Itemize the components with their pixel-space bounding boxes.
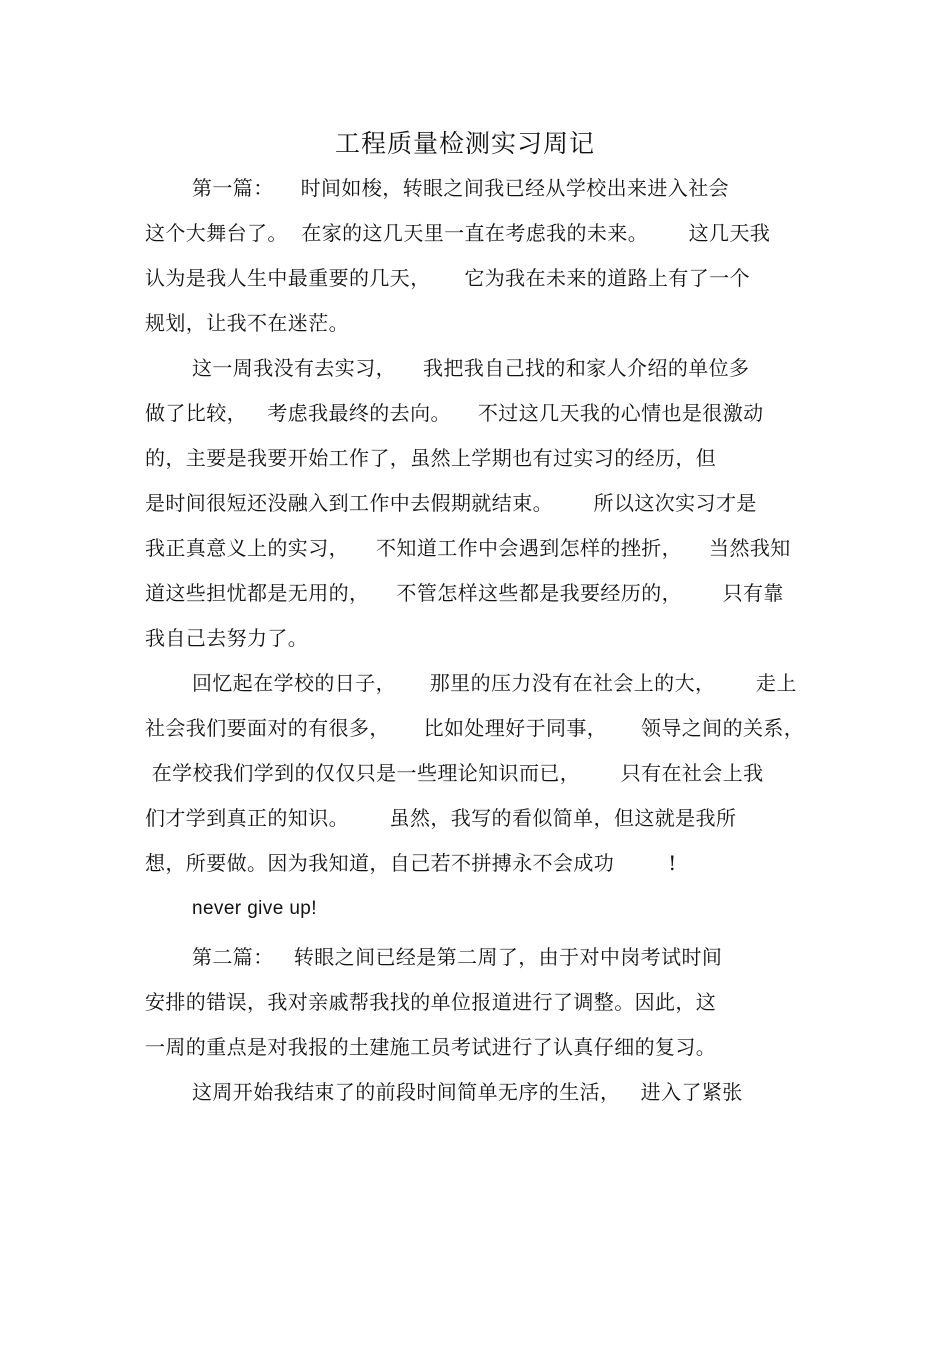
text-line-latin: never give up! xyxy=(192,898,317,919)
text-line: 我正真意义上的实习， 不知道工作中会遇到怎样的挫折， 当然我知 xyxy=(145,536,791,560)
text-line: 的，主要是我要开始工作了，虽然上学期也有过实习的经历，但 xyxy=(145,446,717,470)
text-line: 我自己去努力了。 xyxy=(145,626,309,650)
text-line: 回忆起在学校的日子， 那里的压力没有在社会上的大， 走上 xyxy=(192,671,797,695)
text-line: 道这些担忧都是无用的， 不管怎样这些都是我要经历的， 只有靠 xyxy=(145,581,784,605)
text-line: 安排的错误，我对亲戚帮我找的单位报道进行了调整。因此，这 xyxy=(145,990,717,1014)
text-line: 第一篇： 时间如梭，转眼之间我已经从学校出来进入社会 xyxy=(192,176,730,200)
text-line: 规划，让我不在迷茫。 xyxy=(145,311,349,335)
text-line: 认为是我人生中最重要的几天， 它为我在未来的道路上有了一个 xyxy=(145,266,750,290)
text-line: 第二篇： 转眼之间已经是第二周了，由于对中岗考试时间 xyxy=(192,945,723,969)
text-line: 是时间很短还没融入到工作中去假期就结束。 所以这次实习才是 xyxy=(145,491,757,515)
text-line: 这周开始我结束了的前段时间简单无序的生活， 进入了紧张 xyxy=(192,1080,743,1104)
text-line: 做了比较， 考虑我最终的去向。 不过这几天我的心情也是很激动 xyxy=(145,401,764,425)
text-line: 这个大舞台了。 在家的这几天里一直在考虑我的未来。 这几天我 xyxy=(145,221,771,245)
text-line: 们才学到真正的知识。 虽然，我写的看似简单，但这就是我所 xyxy=(145,806,737,830)
text-line: 想，所要做。因为我知道，自己若不拼搏永不会成功 ! xyxy=(145,851,677,875)
text-line: 在学校我们学到的仅仅只是一些理论知识而已， 只有在社会上我 xyxy=(145,761,764,785)
document-title: 工程质量检测实习周记 xyxy=(334,129,595,158)
text-line: 社会我们要面对的有很多， 比如处理好于同事， 领导之间的关系， xyxy=(145,716,805,740)
text-line: 这一周我没有去实习， 我把我自己找的和家人介绍的单位多 xyxy=(192,356,750,380)
text-line: 一周的重点是对我报的土建施工员考试进行了认真仔细的复习。 xyxy=(145,1035,717,1059)
